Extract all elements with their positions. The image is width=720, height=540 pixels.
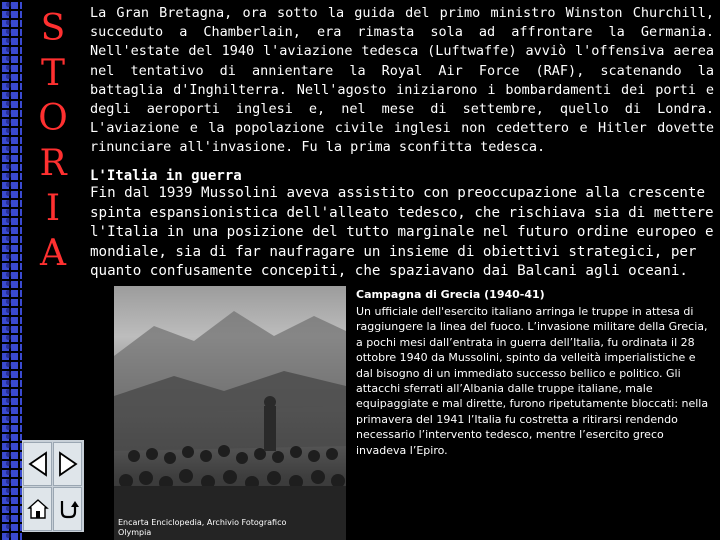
back-button[interactable]: [23, 442, 52, 486]
triangle-left-icon: [27, 451, 49, 477]
vertical-title: [28, 6, 78, 276]
title-letter: O: [38, 98, 68, 139]
campaign-heading: Campagna di Grecia (1940-41): [356, 288, 545, 301]
section-paragraph: Fin dal 1939 Mussolini aveva assistito con preoccupazione alla crescente spinta espansionistica dell'alleato tedesco, che rischiava sia di mettere l'Italia in una posizione del tutto marginale nel futuro ordine europeo e mondiale, sia di far naufragare un insieme di obiettivi strategici, per quanto confusamente concepiti, che spaziavano dai Balcani agli oceani.: [90, 185, 714, 279]
sidebar: [0, 0, 86, 540]
triangle-right-icon: [57, 451, 79, 477]
title-letter: A: [40, 233, 66, 274]
home-icon: [27, 497, 49, 521]
caption-line: Encarta Enciclopedia, Archivio Fotografico: [118, 518, 287, 527]
title-letter: T: [40, 53, 65, 94]
section-heading: L'Italia in guerra: [90, 168, 242, 184]
navigation-panel: [22, 440, 84, 532]
forward-button[interactable]: [53, 442, 82, 486]
title-letter: S: [40, 8, 66, 49]
home-button[interactable]: [23, 487, 52, 531]
decorative-squares-overlay: [4, 0, 13, 540]
photo-caption: [118, 518, 286, 538]
title-letter: I: [45, 188, 61, 229]
historical-photo: [114, 286, 346, 540]
caption-line: Olympia: [118, 528, 152, 537]
return-arrow-icon: [57, 497, 79, 521]
intro-paragraph: La Gran Bretagna, ora sotto la guida del primo ministro Winston Churchill, succeduto a Chamberlain, era rimasta sola ad affrontare la Germania. Nell'estate del 1940 l'aviazione tedesca (Luftwaffe) avviò l'offensiva aerea nel tentativo di annientare la Royal Air Force (RAF), scatenando la battaglia d'Inghilterra. Nell'agosto iniziarono i bombardamenti dei porti e degli aeroporti inglesi e, nel mese di settembre, quello di Londra. L'aviazione e la popolazione civile inglesi non cedettero e Hitler dovette rinunciare all'invasione. Fu la prima sconfitta tedesca.: [90, 5, 714, 156]
return-button[interactable]: [53, 487, 82, 531]
mountain-troops-illustration: [114, 286, 346, 540]
title-letter: R: [39, 143, 67, 184]
campaign-paragraph: Un ufficiale dell'esercito italiano arringa le truppe in attesa di raggiungere la linea del fuoco. L’invasione militare della Grecia, a pochi mesi dall’entrata in guerra dell’Italia, fu ordinata il 28 ottobre 1940 da Mussolini, spinto da velleità imperialistiche e dal bisogno di un immediato successo bellico e politico. Gli attacchi sferrati all’Albania dalle truppe italiane, male equipaggiate e mal dirette, furono ripetutamente bloccati: nella primavera del 1941 l’Italia fu costretta a ritirarsi rendendo necessario l’intervento tedesco, mentre l’esercito greco invadeva l’Epiro.: [356, 305, 709, 457]
